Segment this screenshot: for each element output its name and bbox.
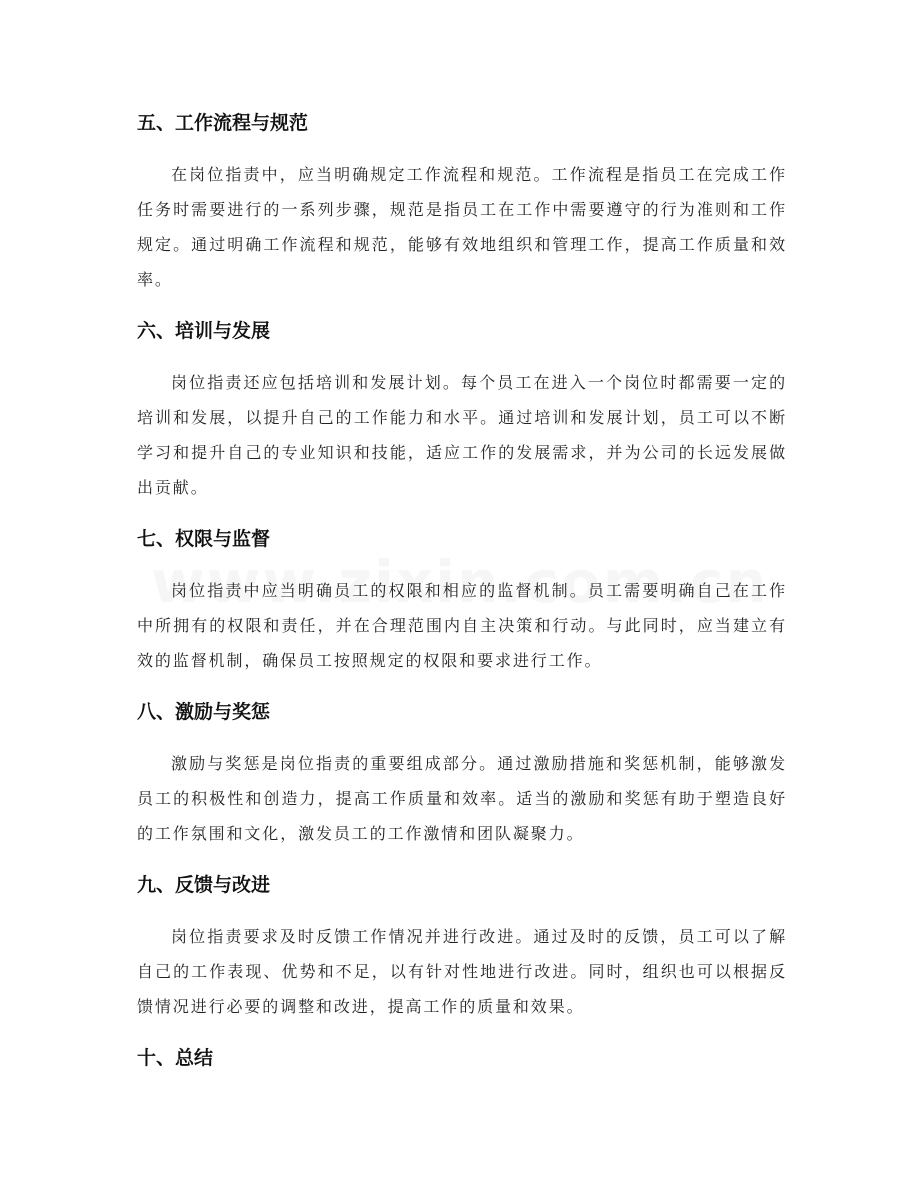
section-heading: 九、反馈与改进 xyxy=(137,874,271,896)
section-heading: 十、总结 xyxy=(137,1047,214,1069)
section-paragraph: 激励与奖惩是岗位指责的重要组成部分。通过激励措施和奖惩机制，能够激发员工的积极性和创造力，提高工作质量和效率。适当的激励和奖惩有助于塑造良好的工作氛围和文化，激发员工的工作激情和团队凝聚力。 xyxy=(137,754,787,843)
section-heading: 七、权限与监督 xyxy=(137,528,271,550)
section-authority xyxy=(137,527,787,678)
section-summary xyxy=(137,1046,787,1070)
section-paragraph: 岗位指责中应当明确员工的权限和相应的监督机制。员工需要明确自己在工作中所拥有的权限和责任，并在合理范围内自主决策和行动。与此同时，应当建立有效的监督机制，确保员工按照规定的权限和要求进行工作。 xyxy=(137,581,787,670)
section-paragraph: 岗位指责要求及时反馈工作情况并进行改进。通过及时的反馈，员工可以了解自己的工作表现、优势和不足，以有针对性地进行改进。同时，组织也可以根据反馈情况进行必要的调整和改进，提高工作的质量和效果。 xyxy=(137,927,787,1016)
section-heading: 八、激励与奖惩 xyxy=(137,701,271,723)
section-feedback xyxy=(137,873,787,1024)
section-workflow xyxy=(137,111,787,297)
section-heading: 五、工作流程与规范 xyxy=(137,112,309,134)
section-paragraph: 岗位指责还应包括培训和发展计划。每个员工在进入一个岗位时都需要一定的培训和发展，以提升自己的工作能力和水平。通过培训和发展计划，员工可以不断学习和提升自己的专业知识和技能，适应工作的发展需求，并为公司的长远发展做出贡献。 xyxy=(137,373,787,497)
section-training xyxy=(137,319,787,505)
section-heading: 六、培训与发展 xyxy=(137,320,271,342)
section-paragraph: 在岗位指责中，应当明确规定工作流程和规范。工作流程是指员工在完成工作任务时需要进行的一系列步骤，规范是指员工在工作中需要遵守的行为准则和工作规定。通过明确工作流程和规范，能够有效地组织和管理工作，提高工作质量和效率。 xyxy=(137,165,787,289)
section-incentives xyxy=(137,700,787,851)
